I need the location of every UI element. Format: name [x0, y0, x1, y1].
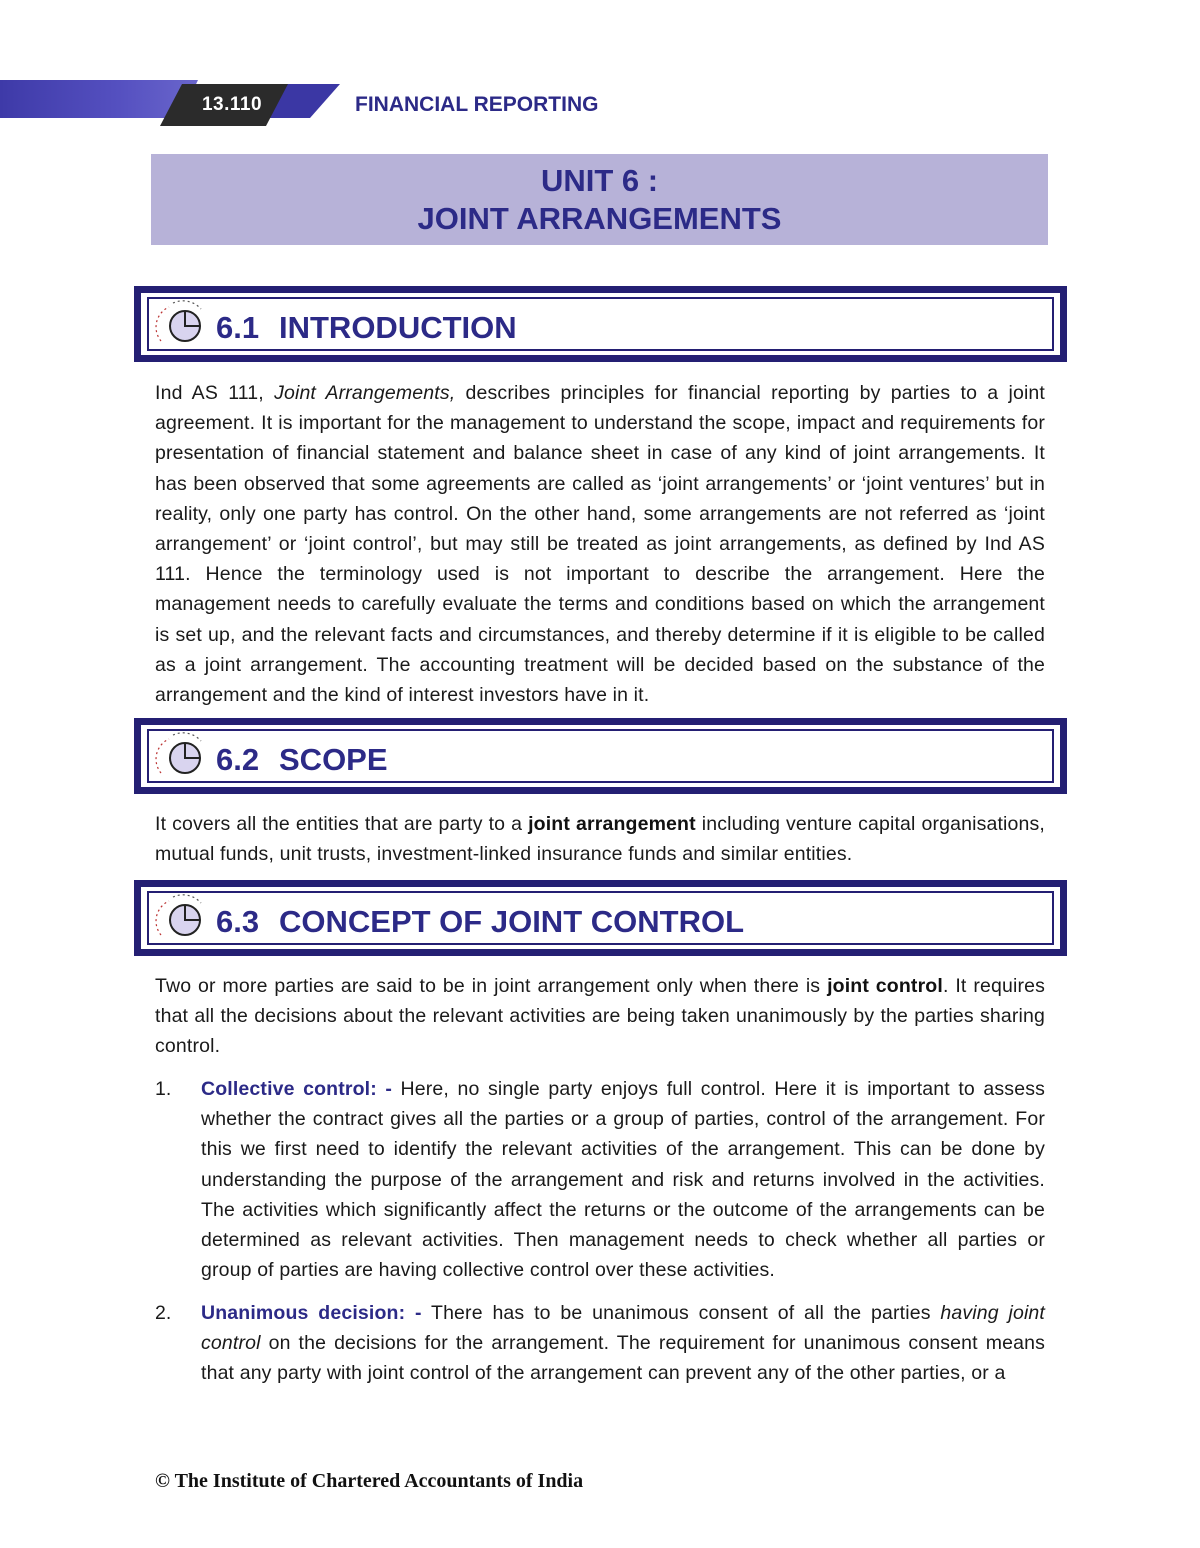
- list-item-collective-control: [201, 1074, 1045, 1285]
- intro-text-body: describes principles for financial reporting by parties to a joint agreement. It is important for the management to understand the scope, impact and requirements for presentation of financial statement and balance sheet in case of any kind of joint arrangements. It has been observed that some agreements are called as ‘joint arrangements’ or ‘joint ventures’ but in reality, only one party has control. On the other hand, some arrangements are not referred as ‘joint arrangement’ or ‘joint control’, but may still be treated as joint arrangements, as defined by Ind AS 111. Hence the terminology used is not important to describe the arrangement. Here the management needs to carefully evaluate the terms and conditions based on which the arrangement is set up, and the relevant facts and circumstances, and thereby determine if it is eligible to be called as a joint arrangement. The accounting treatment will be decided based on the substance of the arrangement and the kind of interest investors have in it.: [155, 382, 1045, 707]
- unit-title: JOINT ARRANGEMENTS: [417, 201, 782, 236]
- copyright-footer: © The Institute of Chartered Accountants of India: [155, 1470, 584, 1492]
- section-heading-introduction: [134, 286, 1067, 362]
- list-item-text: Here, no single party enjoys full control. Here it is important to assess whether the contract gives all the parties or a group of parties, control of the arrangement. For this we first need to identify the relevant activities of the arrangement. This can be done by understanding the purpose of the arrangement and risk and returns involved in the activities. The activities which significantly affect the returns or the outcome of the arrangements can be determined as relevant activities. Then management needs to check whether all parties or group of parties are having collective control over these activities.: [201, 1078, 1045, 1282]
- list-item-unanimous-decision: [201, 1298, 1045, 1389]
- scope-keyword: joint arrangement: [528, 813, 696, 835]
- joint-control-paragraph: [155, 971, 1045, 1062]
- book-title: FINANCIAL REPORTING: [355, 93, 599, 116]
- section-heading-joint-control: [134, 880, 1067, 956]
- list-item-emphasis: having joint control: [201, 1302, 1045, 1355]
- intro-text-start: Ind AS 111,: [155, 382, 275, 404]
- scope-text-end: including venture capital organisations, mutual funds, unit trusts, investment-linked insurance funds and similar entities.: [155, 813, 1045, 866]
- list-item-number: 2.: [155, 1302, 172, 1324]
- section-number: 6.2: [216, 742, 260, 777]
- section-number: 6.1: [216, 310, 260, 345]
- joint-control-text-start: Two or more parties are said to be in joint arrangement only when there is: [155, 975, 828, 997]
- section-title: INTRODUCTION: [279, 310, 517, 345]
- intro-standard-name: Joint Arrangements,: [274, 382, 456, 404]
- joint-control-keyword: joint control: [827, 975, 943, 997]
- list-item-text: There has to be unanimous consent of all the parties: [421, 1302, 941, 1324]
- joint-control-text-end: . It requires that all the decisions about the relevant activities are being taken unanimously by the parties sharing control.: [155, 975, 1045, 1058]
- list-item-text-end: on the decisions for the arrangement. The requirement for unanimous consent means that any party with joint control of the arrangement can prevent any of the other parties, or a: [201, 1332, 1045, 1385]
- scope-text-start: It covers all the entities that are party to a: [155, 813, 529, 835]
- section-title: SCOPE: [279, 742, 388, 777]
- header-band: [0, 62, 340, 126]
- section-title: CONCEPT OF JOINT CONTROL: [279, 904, 744, 939]
- list-item-term: Unanimous decision: -: [201, 1302, 422, 1324]
- pie-chart-icon: [155, 299, 209, 349]
- list-item-number: 1.: [155, 1078, 172, 1100]
- section-number: 6.3: [216, 904, 260, 939]
- unit-number: UNIT 6 :: [540, 163, 659, 198]
- intro-paragraph: [155, 378, 1045, 710]
- page-number: 13.110: [201, 94, 263, 115]
- scope-paragraph: [155, 809, 1045, 869]
- unit-title-box: [151, 154, 1048, 245]
- section-heading-scope: [134, 718, 1067, 794]
- pie-chart-icon: [155, 731, 209, 781]
- pie-chart-icon: [155, 893, 209, 943]
- list-item-term: Collective control: -: [201, 1078, 393, 1100]
